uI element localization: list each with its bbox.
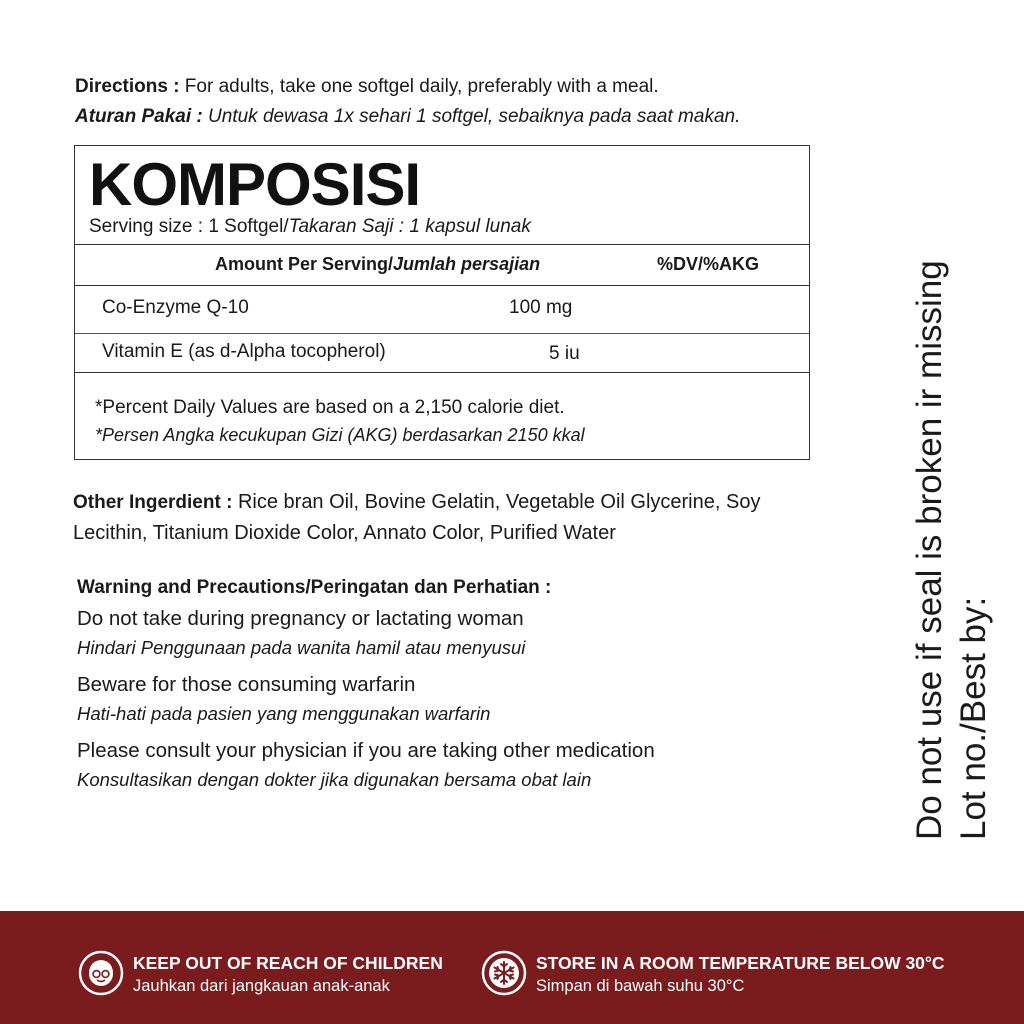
row-1-name: Co-Enzyme Q-10 (102, 297, 249, 318)
side-text (908, 200, 996, 840)
header-dv: %DV/%AKG (657, 254, 760, 274)
warnings-block (77, 577, 837, 801)
warning-en: Please consult your physician if you are taking other medication (77, 739, 655, 762)
composition-title: KOMPOSISI (89, 151, 421, 218)
directions-en-label: Directions : (75, 76, 180, 97)
other-ingredients (73, 487, 833, 549)
header-amount-en: Amount Per Serving/ (215, 254, 394, 274)
lot-best-by: Lot no./Best by: (954, 596, 993, 840)
divider (75, 372, 809, 373)
warnings-title: Warning and Precautions/Peringatan dan Perhatian : (77, 577, 552, 598)
directions-id-label: Aturan Pakai : (75, 106, 203, 127)
children-warning (133, 951, 443, 997)
footnote-id: *Persen Angka kecukupan Gizi (AKG) berdasarkan 2150 kkal (95, 425, 585, 445)
serving-size (89, 216, 531, 238)
divider (75, 333, 809, 334)
row-1-amount: 100 mg (509, 297, 573, 318)
ingredients-label: Other Ingerdient : (73, 492, 233, 513)
header-amount-id: Jumlah persajian (393, 254, 541, 274)
footnote-en: *Percent Daily Values are based on a 2,150 calorie diet. (95, 397, 565, 418)
directions-id-text: Untuk dewasa 1x sehari 1 softgel, sebaiknya pada saat makan. (202, 106, 741, 127)
seal-warning: Do not use if seal is broken ir missing (910, 260, 949, 840)
warning-id: Hati-hati pada pasien yang menggunakan warfarin (77, 703, 491, 724)
directions-en (75, 72, 740, 102)
row-2-amount: 5 iu (549, 343, 580, 364)
directions-block (75, 72, 740, 132)
composition-box (74, 145, 810, 460)
footer-band (0, 911, 1024, 1024)
children-warning-subtitle: Jauhkan dari jangkauan anak-anak (133, 977, 390, 995)
ingredients-text: Rice bran Oil, Bovine Gelatin, Vegetable Oil Glycerine, Soy Lecithin, Titanium Dioxide Color, Annato Color, Purified Water (73, 491, 761, 544)
storage-instruction (536, 951, 945, 997)
child-face-icon (78, 950, 124, 996)
snowflake-icon (481, 950, 527, 996)
warning-id: Hindari Penggunaan pada wanita hamil atau menyusui (77, 637, 526, 658)
divider (75, 244, 809, 245)
warning-item (77, 735, 837, 794)
header-amount (215, 254, 540, 275)
divider (75, 285, 809, 286)
children-warning-title: KEEP OUT OF REACH OF CHILDREN (133, 953, 443, 973)
serving-size-id: Takaran Saji : 1 kapsul lunak (288, 216, 531, 237)
row-2-name: Vitamin E (as d-Alpha tocopherol) (102, 341, 386, 362)
directions-en-text: For adults, take one softgel daily, preferably with a meal. (179, 76, 659, 97)
warning-item (77, 603, 837, 662)
warning-en: Beware for those consuming warfarin (77, 673, 416, 696)
storage-subtitle: Simpan di bawah suhu 30°C (536, 977, 745, 995)
serving-size-en: Serving size : 1 Softgel/ (89, 216, 289, 237)
warning-en: Do not take during pregnancy or lactating woman (77, 607, 524, 630)
warning-id: Konsultasikan dengan dokter jika digunakan bersama obat lain (77, 769, 592, 790)
storage-title: STORE IN A ROOM TEMPERATURE BELOW 30°C (536, 953, 945, 973)
warning-item (77, 669, 837, 728)
directions-id (75, 102, 740, 132)
